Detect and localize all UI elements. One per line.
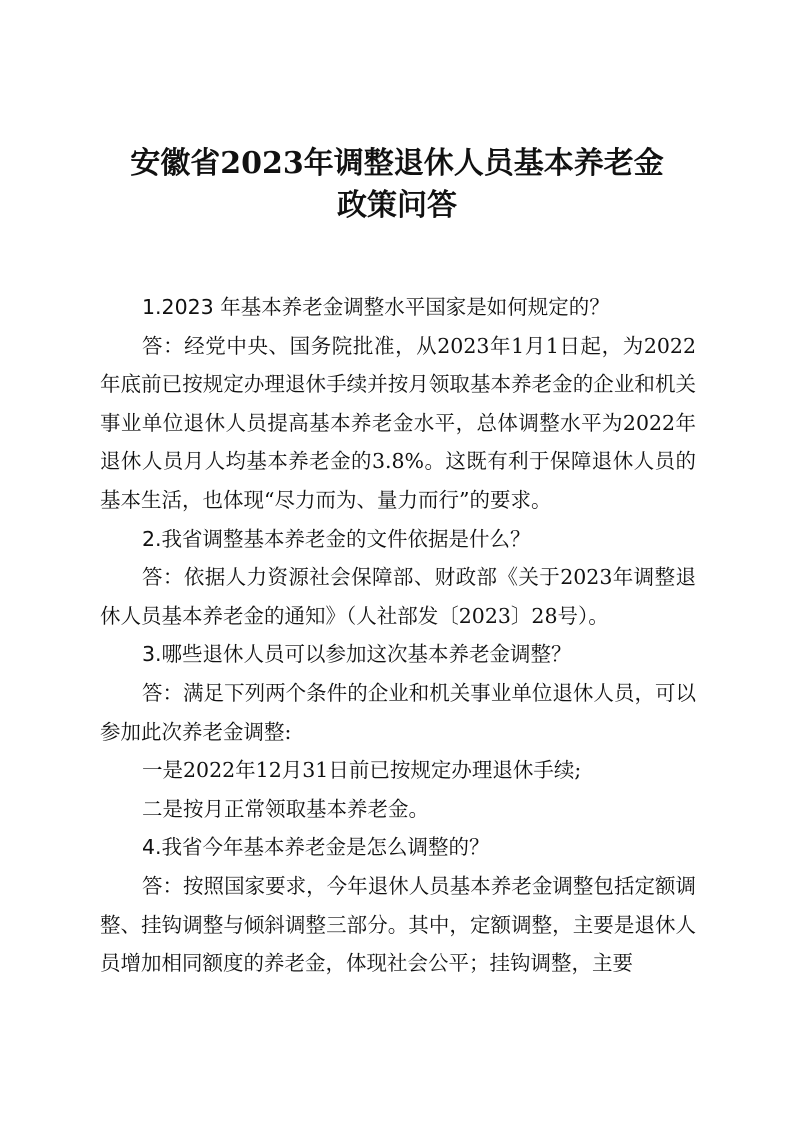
answer-3: 答：满足下列两个条件的企业和机关事业单位退休人员，可以参加此次养老金调整: — [100, 680, 696, 744]
question-3: 3.哪些退休人员可以参加这次基本养老金调整？ — [142, 642, 572, 667]
question-1: 1.2023 年基本养老金调整水平国家是如何规定的？ — [142, 295, 610, 319]
answer-3-item-2: 二是按月正常领取基本养老金。 — [142, 796, 429, 821]
document-title-line2: 政策问答 — [337, 188, 457, 223]
question-2: 2.我省调整基本养老金的文件依据是什么？ — [142, 526, 531, 551]
answer-3-item-1: 一是2022年12月31日前已按规定办理退休手续; — [142, 758, 582, 783]
document-title-line1: 安徽省2023年调整退休人员基本养老金 — [130, 146, 664, 181]
document-body — [100, 288, 696, 983]
answer-4: 答：按照国家要求，今年退休人员基本养老金调整包括定额调整、挂钩调整与倾斜调整三部分。其中，定额调整，主要是退休人员增加相同额度的养老金，体现社会公平；挂钩调整，主要 — [100, 873, 696, 976]
answer-2: 答：依据人力资源社会保障部、财政部《关于2023年调整退休人员基本养老金的通知》（人社部发〔2023〕28号）。 — [100, 565, 696, 628]
question-4: 4.我省今年基本养老金是怎么调整的？ — [142, 835, 490, 860]
answer-1: 答：经党中央、国务院批准，从2023年1月1日起，为2022年底前已按规定办理退休手续并按月领取基本养老金的企业和机关事业单位退休人员提高基本养老金水平，总体调整水平为2022年退休人员月人均基本养老金的3.8%。这既有利于保障退休人员的基本生活，也体现“尽力而为、量力而行”的要求。 — [100, 333, 696, 512]
